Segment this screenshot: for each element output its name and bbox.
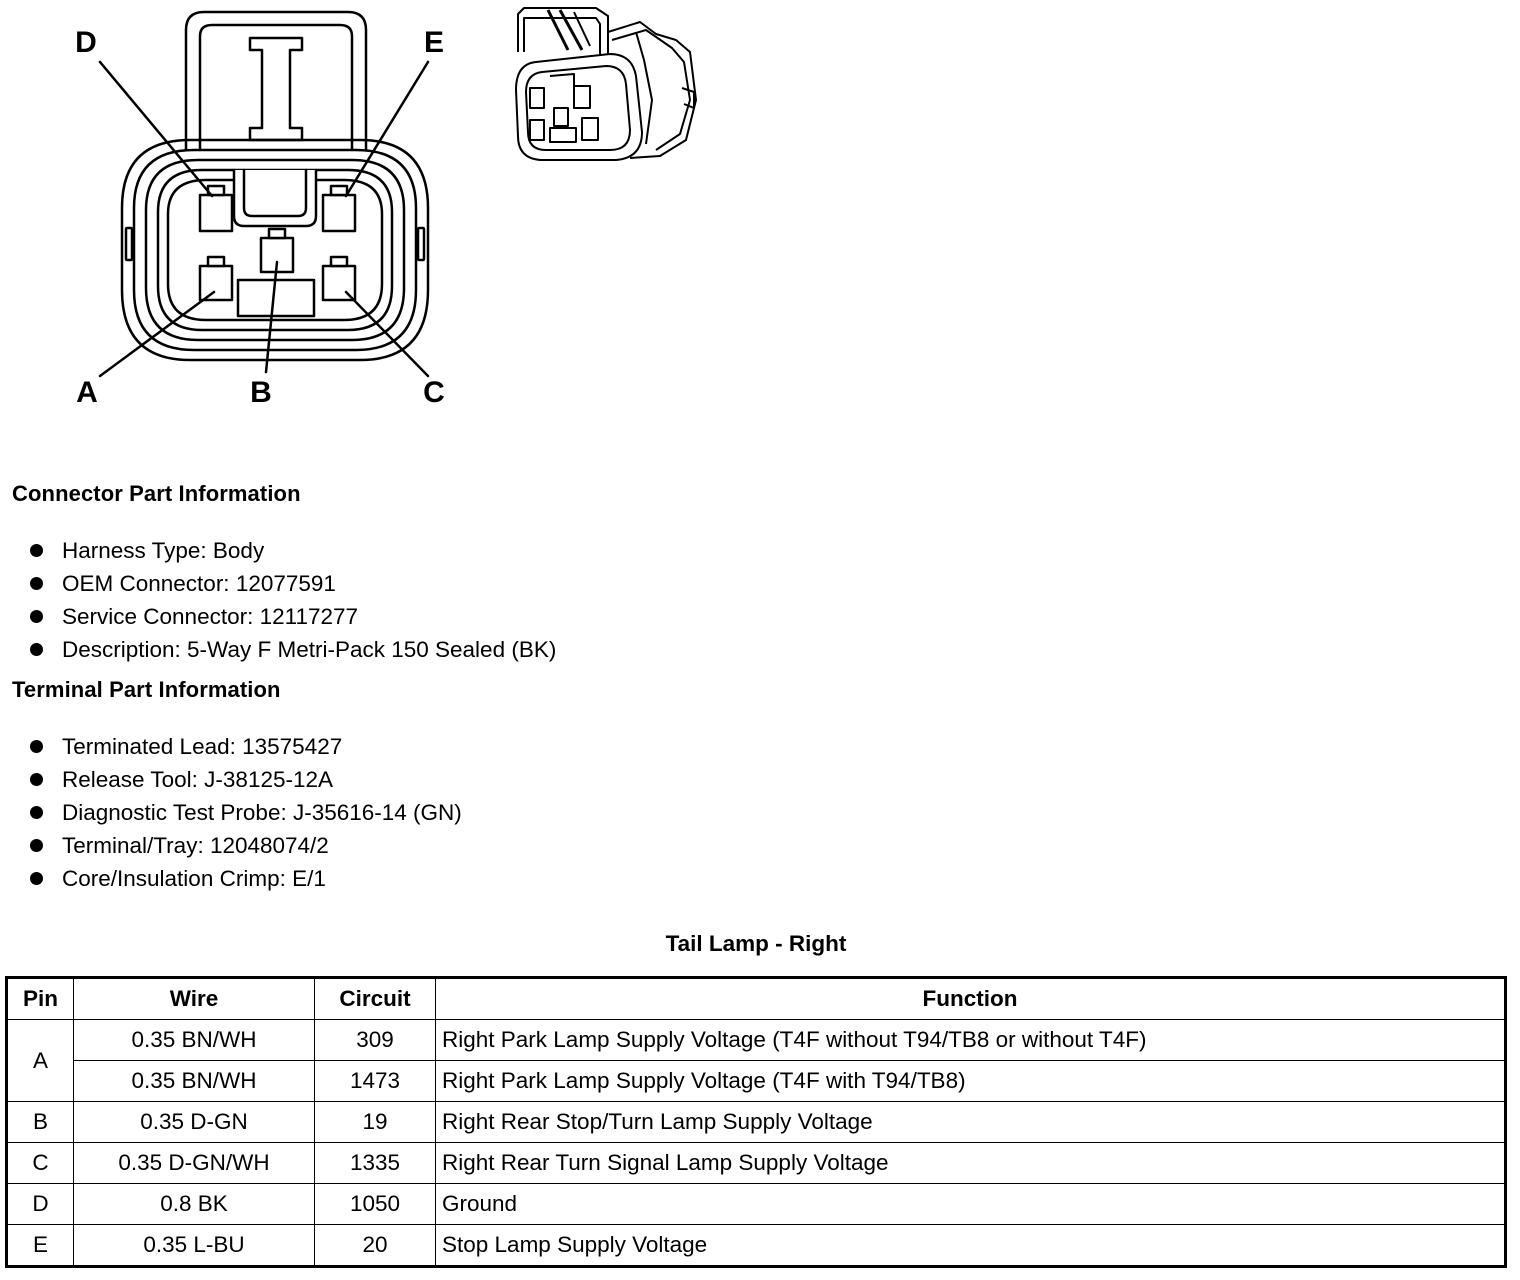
list-item-text: Service Connector: 12117277 — [62, 604, 359, 629]
function-cell: Right Rear Stop/Turn Lamp Supply Voltage — [436, 1102, 1506, 1143]
circuit-cell: 1335 — [315, 1143, 436, 1184]
cavity-d — [200, 186, 232, 231]
circuit-cell: 19 — [315, 1102, 436, 1143]
table-title: Tail Lamp - Right — [665, 931, 847, 956]
table-row — [7, 1225, 1506, 1267]
connector-part-info-heading: Connector Part Information — [12, 481, 301, 506]
leader-e — [346, 62, 428, 196]
bullet-icon — [30, 773, 43, 786]
list-item-text: Core/Insulation Crimp: E/1 — [62, 866, 326, 891]
wire-cell: 0.35 L-BU — [74, 1225, 315, 1267]
list-item-text: Harness Type: Body — [62, 538, 265, 563]
function-cell: Right Rear Turn Signal Lamp Supply Voltage — [436, 1143, 1506, 1184]
list-item — [28, 534, 556, 567]
list-item — [28, 829, 462, 862]
bullet-icon — [30, 839, 43, 852]
bullet-icon — [30, 740, 43, 753]
circuit-cell: 1050 — [315, 1184, 436, 1225]
list-item-text: OEM Connector: 12077591 — [62, 571, 336, 596]
list-item-text: Diagnostic Test Probe: J-35616-14 (GN) — [62, 800, 462, 825]
column-header-function: Function — [436, 978, 1506, 1020]
pin-label-a: A — [76, 376, 98, 409]
locking-tab — [186, 12, 366, 150]
wire-cell: 0.35 BN/WH — [74, 1061, 315, 1102]
terminal-part-info-list — [28, 730, 462, 895]
pin-label-e: E — [423, 26, 445, 59]
list-item-text: Description: 5-Way F Metri-Pack 150 Sealed (BK) — [62, 637, 557, 662]
function-cell: Stop Lamp Supply Voltage — [436, 1225, 1506, 1267]
bullet-icon — [30, 577, 43, 590]
pin-cell: B — [7, 1102, 74, 1143]
connector-diagram — [0, 0, 720, 420]
cavity-e — [323, 186, 355, 231]
wire-cell: 0.35 BN/WH — [74, 1020, 315, 1061]
key-block — [238, 280, 314, 316]
table-header-row — [7, 978, 1506, 1020]
list-item — [28, 600, 556, 633]
list-item — [28, 763, 462, 796]
circuit-cell: 309 — [315, 1020, 436, 1061]
pin-cell: D — [7, 1184, 74, 1225]
function-cell: Ground — [436, 1184, 1506, 1225]
list-item — [28, 633, 556, 666]
pin-label-c: C — [423, 376, 445, 409]
circuit-cell: 1473 — [315, 1061, 436, 1102]
wire-cell: 0.8 BK — [74, 1184, 315, 1225]
pin-label-d: D — [75, 26, 97, 59]
cavity-a — [200, 257, 232, 300]
table-row — [7, 1184, 1506, 1225]
function-cell: Right Park Lamp Supply Voltage (T4F without T94/TB8 or without T4F) — [436, 1020, 1506, 1061]
list-item — [28, 567, 556, 600]
list-item-text: Terminal/Tray: 12048074/2 — [62, 833, 329, 858]
table-row — [7, 1143, 1506, 1184]
list-item-text: Release Tool: J-38125-12A — [62, 767, 334, 792]
table-row — [7, 1020, 1506, 1061]
pin-cell: C — [7, 1143, 74, 1184]
terminal-part-info-heading: Terminal Part Information — [12, 677, 281, 702]
circuit-cell: 20 — [315, 1225, 436, 1267]
column-header-circuit: Circuit — [315, 978, 436, 1020]
pinout-table — [5, 976, 1507, 1268]
column-header-pin: Pin — [7, 978, 74, 1020]
leader-a — [100, 292, 214, 376]
list-item-text: Terminated Lead: 13575427 — [62, 734, 343, 759]
list-item — [28, 862, 462, 895]
bullet-icon — [30, 806, 43, 819]
pin-label-b: B — [250, 376, 272, 409]
wire-cell: 0.35 D-GN — [74, 1102, 315, 1143]
cavity-c — [323, 257, 355, 300]
bullet-icon — [30, 544, 43, 557]
bullet-icon — [30, 643, 43, 656]
connector-isometric-view — [516, 8, 696, 160]
wire-cell: 0.35 D-GN/WH — [74, 1143, 315, 1184]
column-header-wire: Wire — [74, 978, 315, 1020]
pin-cell: A — [7, 1020, 74, 1102]
list-item — [28, 730, 462, 763]
bullet-icon — [30, 610, 43, 623]
function-cell: Right Park Lamp Supply Voltage (T4F with T94/TB8) — [436, 1061, 1506, 1102]
pin-cell: E — [7, 1225, 74, 1267]
table-row — [7, 1102, 1506, 1143]
list-item — [28, 796, 462, 829]
bullet-icon — [30, 872, 43, 885]
connector-part-info-list — [28, 534, 556, 666]
table-row — [7, 1061, 1506, 1102]
